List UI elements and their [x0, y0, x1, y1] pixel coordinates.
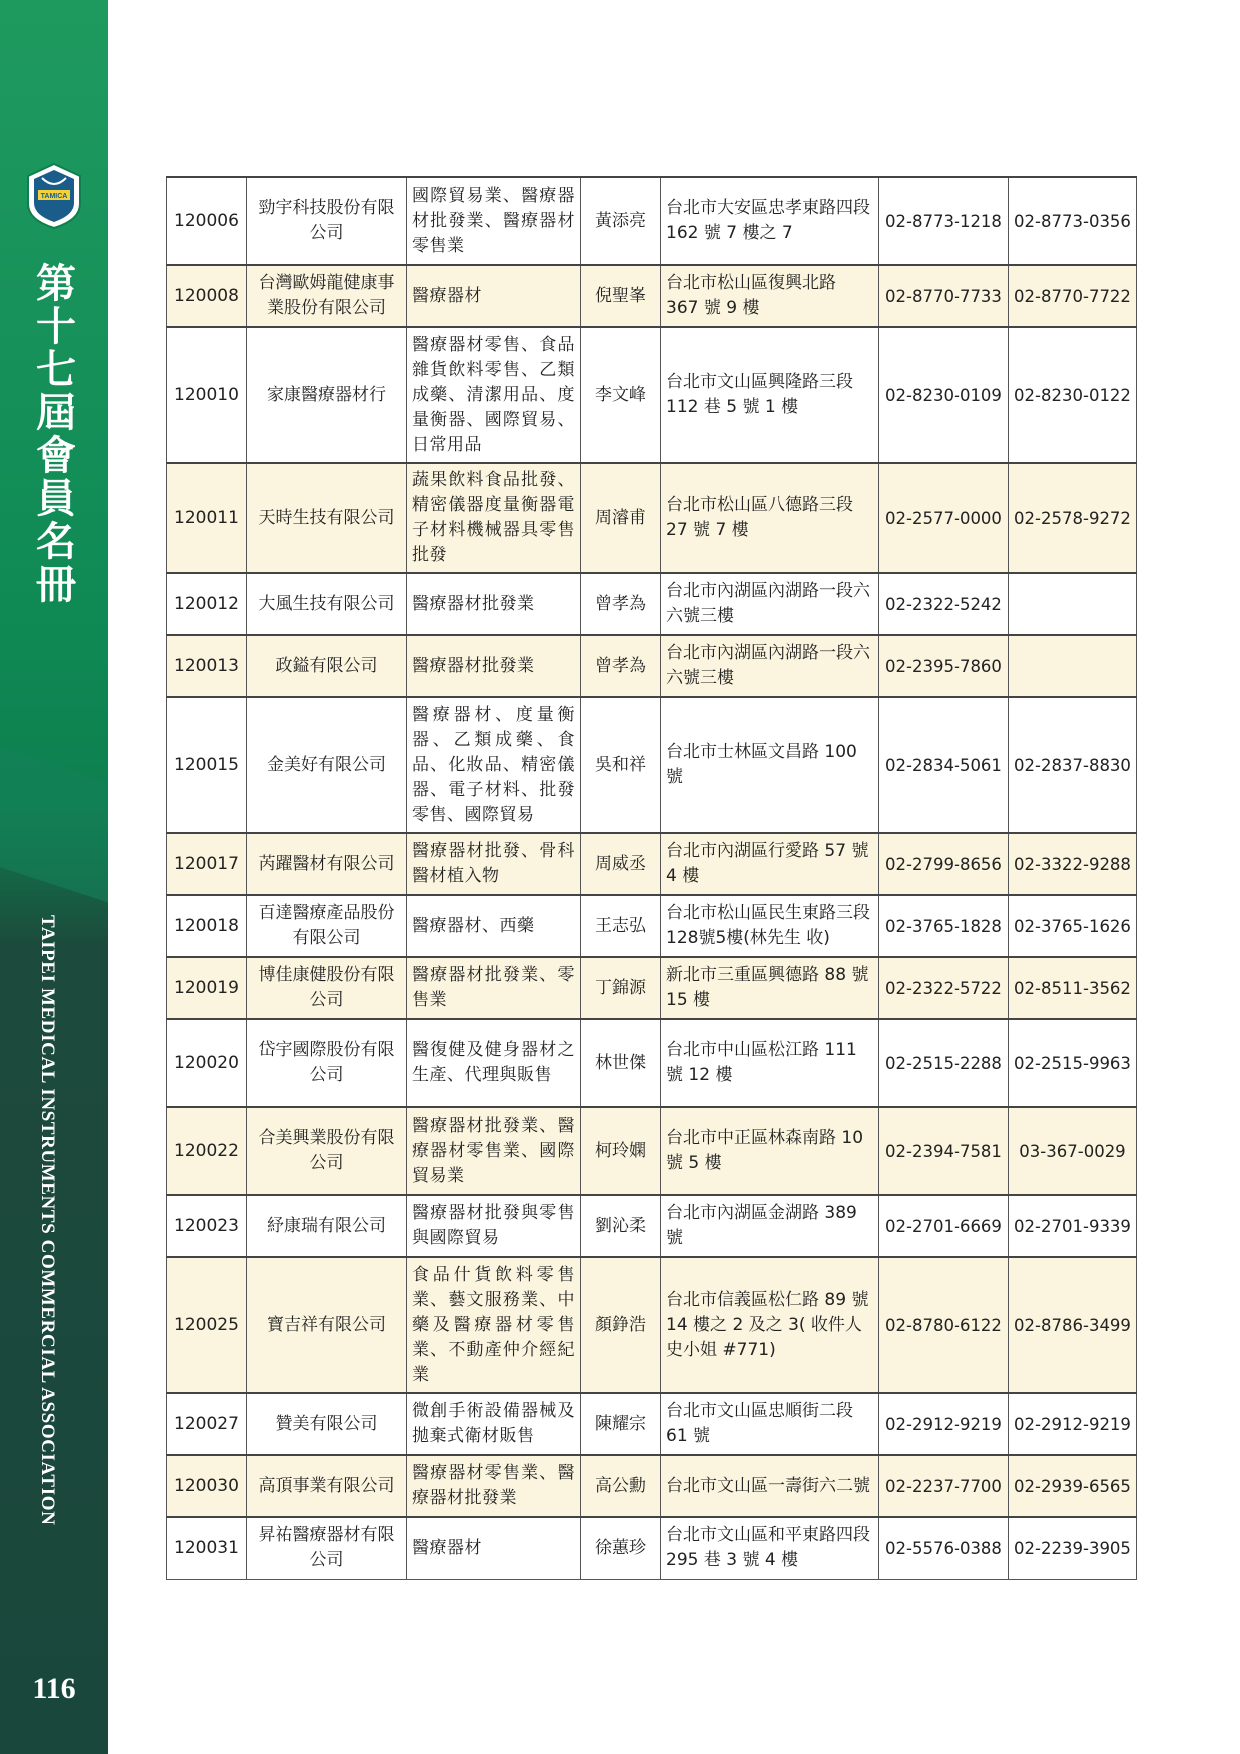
member-id: 120027	[167, 1393, 247, 1455]
company-name: 芮躍醫材有限公司	[247, 833, 407, 895]
telephone: 02-8230-0109	[879, 327, 1009, 463]
fax: 03-367-0029	[1009, 1107, 1137, 1195]
table-row	[167, 895, 1137, 957]
contact-person: 丁錦源	[581, 957, 661, 1019]
company-name: 贊美有限公司	[247, 1393, 407, 1455]
fax	[1009, 573, 1137, 635]
business-scope: 醫復健及健身器材之生產、代理與販售	[407, 1019, 581, 1107]
business-scope: 食品什貨飲料零售業、藝文服務業、中藥及醫療器材零售業、不動產仲介經紀業	[407, 1257, 581, 1393]
table-row	[167, 697, 1137, 833]
table-row	[167, 635, 1137, 697]
member-id: 120022	[167, 1107, 247, 1195]
business-scope: 醫療器材、西藥	[407, 895, 581, 957]
address: 台北市中山區松江路 111 號 12 樓	[661, 1019, 879, 1107]
table-row	[167, 833, 1137, 895]
table-row	[167, 957, 1137, 1019]
sidebar	[0, 0, 108, 1754]
fax: 02-3765-1626	[1009, 895, 1137, 957]
table-row	[167, 1107, 1137, 1195]
table-row	[167, 1195, 1137, 1257]
business-scope: 醫療器材批發業	[407, 635, 581, 697]
telephone: 02-2237-7700	[879, 1455, 1009, 1517]
company-name: 昇祐醫療器材有限公司	[247, 1517, 407, 1579]
fax: 02-2515-9963	[1009, 1019, 1137, 1107]
address: 台北市文山區一壽街六二號	[661, 1455, 879, 1517]
address: 台北市文山區興隆路三段 112 巷 5 號 1 樓	[661, 327, 879, 463]
telephone: 02-5576-0388	[879, 1517, 1009, 1579]
table-row	[167, 1257, 1137, 1393]
fax: 02-8230-0122	[1009, 327, 1137, 463]
address: 台北市大安區忠孝東路四段 162 號 7 樓之 7	[661, 177, 879, 265]
business-scope: 醫療器材、度量衡器、乙類成藥、食品、化妝品、精密儀器、電子材料、批發零售、國際貿易	[407, 697, 581, 833]
member-id: 120012	[167, 573, 247, 635]
telephone: 02-3765-1828	[879, 895, 1009, 957]
address: 台北市中正區林森南路 10 號 5 樓	[661, 1107, 879, 1195]
address: 台北市內湖區行愛路 57 號 4 樓	[661, 833, 879, 895]
table-row	[167, 1019, 1137, 1107]
contact-person: 周威丞	[581, 833, 661, 895]
contact-person: 曾孝為	[581, 635, 661, 697]
contact-person: 周濬甫	[581, 463, 661, 573]
business-scope: 醫療器材批發、骨科醫材植入物	[407, 833, 581, 895]
fax: 02-2239-3905	[1009, 1517, 1137, 1579]
association-name-english: TAIPEI MEDICAL INSTRUMENTS COMMERCIAL ASSOCIATION	[37, 915, 58, 1526]
member-table	[166, 176, 1137, 1580]
fax: 02-2912-9219	[1009, 1393, 1137, 1455]
member-id: 120025	[167, 1257, 247, 1393]
business-scope: 醫療器材批發業	[407, 573, 581, 635]
company-name: 紓康瑞有限公司	[247, 1195, 407, 1257]
company-name: 岱宇國際股份有限公司	[247, 1019, 407, 1107]
fax: 02-3322-9288	[1009, 833, 1137, 895]
table-row	[167, 1517, 1137, 1579]
address: 台北市文山區和平東路四段 295 巷 3 號 4 樓	[661, 1517, 879, 1579]
fax: 02-2578-9272	[1009, 463, 1137, 573]
address: 台北市士林區文昌路 100 號	[661, 697, 879, 833]
member-id: 120018	[167, 895, 247, 957]
telephone: 02-2322-5722	[879, 957, 1009, 1019]
member-id: 120006	[167, 177, 247, 265]
fax: 02-2939-6565	[1009, 1455, 1137, 1517]
business-scope: 醫療器材	[407, 1517, 581, 1579]
table-row	[167, 1393, 1137, 1455]
member-id: 120020	[167, 1019, 247, 1107]
fax: 02-2837-8830	[1009, 697, 1137, 833]
business-scope: 蔬果飲料食品批發、精密儀器度量衡器電子材料機械器具零售批發	[407, 463, 581, 573]
business-scope: 醫療器材零售業、醫療器材批發業	[407, 1455, 581, 1517]
business-scope: 醫療器材批發與零售與國際貿易	[407, 1195, 581, 1257]
telephone: 02-2912-9219	[879, 1393, 1009, 1455]
sidebar-decoration	[0, 728, 108, 932]
table-row	[167, 1455, 1137, 1517]
fax: 02-8770-7722	[1009, 265, 1137, 327]
fax: 02-2701-9339	[1009, 1195, 1137, 1257]
member-id: 120008	[167, 265, 247, 327]
address: 新北市三重區興德路 88 號 15 樓	[661, 957, 879, 1019]
contact-person: 柯玲嫻	[581, 1107, 661, 1195]
business-scope: 國際貿易業、醫療器材批發業、醫療器材零售業	[407, 177, 581, 265]
association-logo	[22, 160, 86, 230]
contact-person: 吳和祥	[581, 697, 661, 833]
table-row	[167, 327, 1137, 463]
address: 台北市松山區八德路三段 27 號 7 樓	[661, 463, 879, 573]
contact-person: 倪聖峯	[581, 265, 661, 327]
business-scope: 醫療器材批發業、零售業	[407, 957, 581, 1019]
telephone: 02-2701-6669	[879, 1195, 1009, 1257]
company-name: 寶吉祥有限公司	[247, 1257, 407, 1393]
telephone: 02-8773-1218	[879, 177, 1009, 265]
fax: 02-8786-3499	[1009, 1257, 1137, 1393]
company-name: 合美興業股份有限公司	[247, 1107, 407, 1195]
table-row	[167, 177, 1137, 265]
contact-person: 徐蕙珍	[581, 1517, 661, 1579]
address: 台北市松山區復興北路 367 號 9 樓	[661, 265, 879, 327]
address: 台北市內湖區內湖路一段六六號三樓	[661, 573, 879, 635]
telephone: 02-2394-7581	[879, 1107, 1009, 1195]
member-id: 120030	[167, 1455, 247, 1517]
fax	[1009, 635, 1137, 697]
table-row	[167, 265, 1137, 327]
address: 台北市信義區松仁路 89 號 14 樓之 2 及之 3( 收件人 史小姐 #771)	[661, 1257, 879, 1393]
page-number: 116	[32, 1672, 76, 1705]
company-name: 勁宇科技股份有限公司	[247, 177, 407, 265]
member-id: 120015	[167, 697, 247, 833]
company-name: 家康醫療器材行	[247, 327, 407, 463]
business-scope: 微創手術設備器械及拋棄式衛材販售	[407, 1393, 581, 1455]
contact-person: 黃添亮	[581, 177, 661, 265]
fax: 02-8511-3562	[1009, 957, 1137, 1019]
telephone: 02-8780-6122	[879, 1257, 1009, 1393]
table-row	[167, 573, 1137, 635]
company-name: 政鎰有限公司	[247, 635, 407, 697]
telephone: 02-2322-5242	[879, 573, 1009, 635]
contact-person: 陳耀宗	[581, 1393, 661, 1455]
telephone: 02-2395-7860	[879, 635, 1009, 697]
contact-person: 王志弘	[581, 895, 661, 957]
company-name: 百達醫療產品股份有限公司	[247, 895, 407, 957]
company-name: 大風生技有限公司	[247, 573, 407, 635]
company-name: 金美好有限公司	[247, 697, 407, 833]
fax: 02-8773-0356	[1009, 177, 1137, 265]
address: 台北市內湖區金湖路 389 號	[661, 1195, 879, 1257]
business-scope: 醫療器材零售、食品雜貨飲料零售、乙類成藥、清潔用品、度量衡器、國際貿易、日常用品	[407, 327, 581, 463]
contact-person: 高公勳	[581, 1455, 661, 1517]
member-id: 120017	[167, 833, 247, 895]
member-directory-title: 第十七屆會員名冊	[36, 260, 76, 608]
company-name: 台灣歐姆龍健康事業股份有限公司	[247, 265, 407, 327]
telephone: 02-2577-0000	[879, 463, 1009, 573]
contact-person: 曾孝為	[581, 573, 661, 635]
svg-text:TAMICA: TAMICA	[40, 193, 68, 200]
contact-person: 李文峰	[581, 327, 661, 463]
member-id: 120011	[167, 463, 247, 573]
telephone: 02-2799-8656	[879, 833, 1009, 895]
company-name: 博佳康健股份有限公司	[247, 957, 407, 1019]
member-id: 120031	[167, 1517, 247, 1579]
address: 台北市松山區民生東路三段 128號5樓(林先生 收)	[661, 895, 879, 957]
telephone: 02-2834-5061	[879, 697, 1009, 833]
address: 台北市內湖區內湖路一段六六號三樓	[661, 635, 879, 697]
contact-person: 顏錚浩	[581, 1257, 661, 1393]
address: 台北市文山區忠順街二段 61 號	[661, 1393, 879, 1455]
member-id: 120013	[167, 635, 247, 697]
table-row	[167, 463, 1137, 573]
business-scope: 醫療器材	[407, 265, 581, 327]
business-scope: 醫療器材批發業、醫療器材零售業、國際貿易業	[407, 1107, 581, 1195]
company-name: 高頂事業有限公司	[247, 1455, 407, 1517]
member-id: 120019	[167, 957, 247, 1019]
contact-person: 劉沁柔	[581, 1195, 661, 1257]
company-name: 天時生技有限公司	[247, 463, 407, 573]
member-id: 120023	[167, 1195, 247, 1257]
telephone: 02-8770-7733	[879, 265, 1009, 327]
contact-person: 林世傑	[581, 1019, 661, 1107]
member-id: 120010	[167, 327, 247, 463]
telephone: 02-2515-2288	[879, 1019, 1009, 1107]
